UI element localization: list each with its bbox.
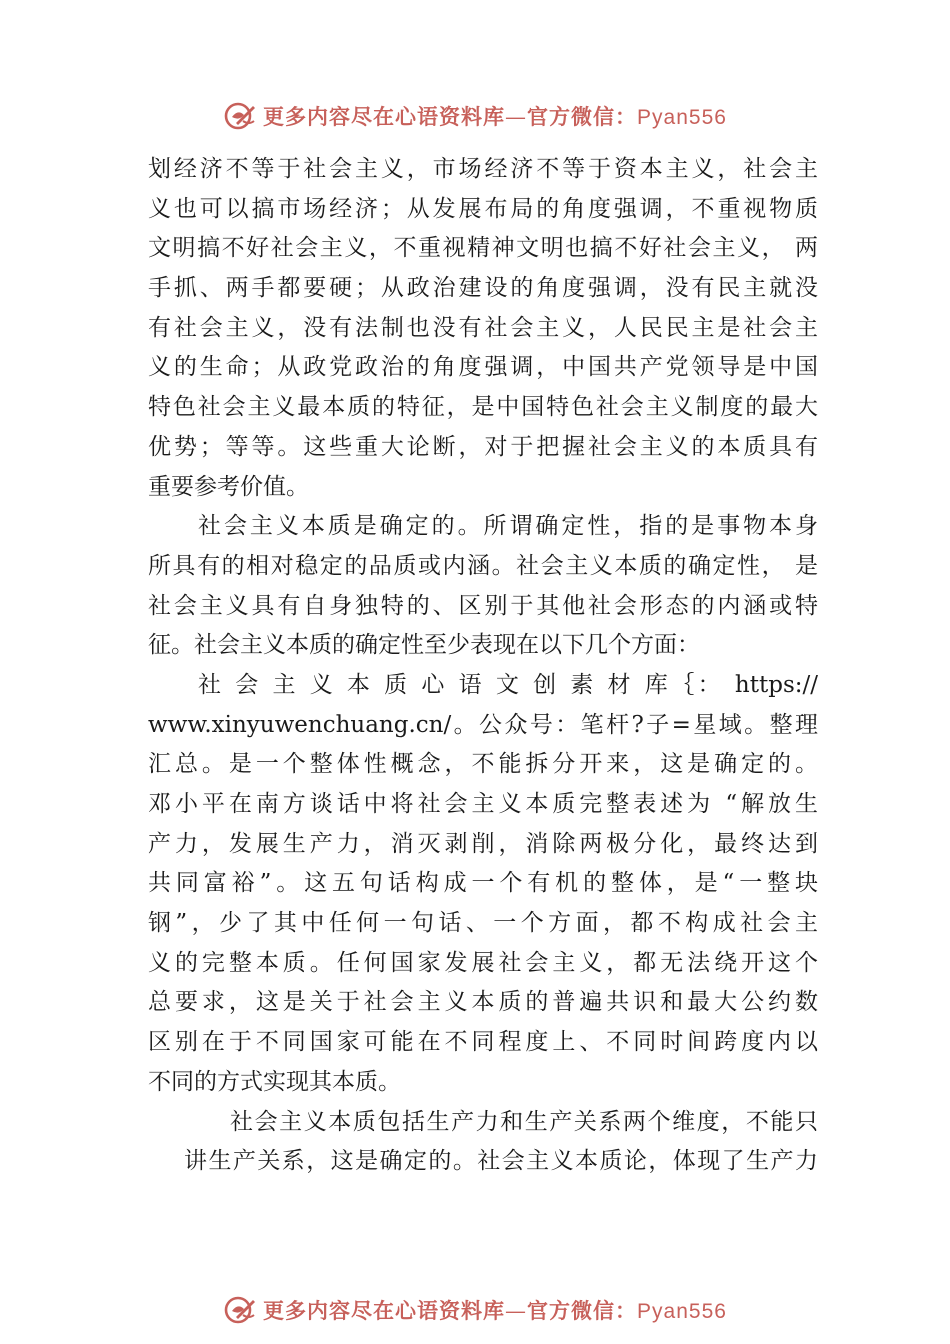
banner-separator: — — [505, 1299, 528, 1323]
text-line: 优势；等等。这些重大论断，对于把握社会主义的本质具有 — [148, 433, 818, 460]
paragraph-2 — [148, 507, 818, 666]
text-line: 社会主义本质是确定的。所谓确定性，指的是事物本身 — [198, 513, 818, 540]
text-line: 区别在于不同国家可能在不同程度上、不同时间跨度内以 — [148, 1029, 818, 1056]
paragraph-1 — [148, 150, 818, 507]
text-line: 社会主义具有自身独特的、区别于其他社会形态的内涵或特 — [148, 592, 818, 619]
banner-separator: — — [505, 105, 528, 129]
text-line: 产力，发展生产力，消灭剥削，消除两极分化，最终达到 — [148, 830, 818, 857]
banner-contact-label: 官方微信： — [527, 104, 638, 129]
banner-main: 更多内容尽在心语资料库 — [263, 1298, 506, 1323]
text-line: 社会主义本质包括生产力和生产关系两个维度，不能只 — [230, 1108, 818, 1135]
text-line: 手抓、两手都要硬；从政治建设的角度强调，没有民主就没 — [148, 275, 818, 302]
text-line: 义的生命；从政党政治的角度强调，中国共产党领导是中国 — [148, 354, 818, 381]
text-line: 社 会 主 义 本 质 心 语 文 创 素 材 库｛： https:// — [198, 671, 818, 698]
text-line: 划经济不等于社会主义，市场经济不等于资本主义，社会主 — [148, 156, 818, 182]
banner-contact-id: Pyan556 — [637, 106, 727, 129]
text-line: 所具有的相对稳定的品质或内涵。社会主义本质的确定性， 是 — [148, 552, 818, 579]
text-line: www.xinyuwenchuang.cn/。公众号：笔杆?子=星域。整理 — [148, 711, 818, 738]
text-line: 钢”，少了其中任何一句话、一个方面，都不构成社会主 — [148, 910, 818, 937]
text-line: 文明搞不好社会主义，不重视精神文明也搞不好社会主义， 两 — [148, 235, 818, 262]
banner-text — [263, 101, 727, 131]
text-line: 共同富裕”。这五句话构成一个有机的整体，是“一整块 — [148, 870, 818, 897]
text-line: 特色社会主义最本质的特征，是中国特色社会主义制度的最大 — [148, 394, 818, 421]
footer-banner — [0, 1290, 950, 1330]
text-line: 义的完整本质。任何国家发展社会主义，都无法绕开这个 — [148, 949, 818, 976]
banner-contact-id: Pyan556 — [637, 1300, 727, 1323]
banner-main: 更多内容尽在心语资料库 — [263, 104, 506, 129]
text-line: 总要求，这是关于社会主义本质的普遍共识和最大公约数 — [148, 989, 818, 1016]
document-body — [148, 150, 818, 1182]
header-banner — [0, 96, 950, 136]
text-line: 重要参考价值。 — [148, 473, 309, 500]
paragraph-4 — [148, 1103, 818, 1182]
pen-logo-icon — [223, 99, 257, 133]
text-line: 有社会主义，没有法制也没有社会主义，人民民主是社会主 — [148, 314, 818, 341]
pen-logo-icon — [223, 1293, 257, 1327]
banner-contact-label: 官方微信： — [527, 1298, 638, 1323]
paragraph-3 — [148, 666, 818, 1103]
text-line: 邓小平在南方谈话中将社会主义本质完整表述为 “解放生 — [148, 791, 818, 817]
text-line: 义也可以搞市场经济；从发展布局的角度强调，不重视物质 — [148, 195, 818, 222]
text-line: 征。社会主义本质的确定性至少表现在以下几个方面： — [148, 632, 700, 659]
text-line: 汇总。是一个整体性概念，不能拆分开来，这是确定的。 — [148, 751, 818, 778]
banner-text — [263, 1295, 727, 1325]
text-line: 不同的方式实现其本质。 — [148, 1068, 401, 1095]
text-line: 讲生产关系，这是确定的。社会主义本质论，体现了生产力 — [184, 1148, 818, 1175]
